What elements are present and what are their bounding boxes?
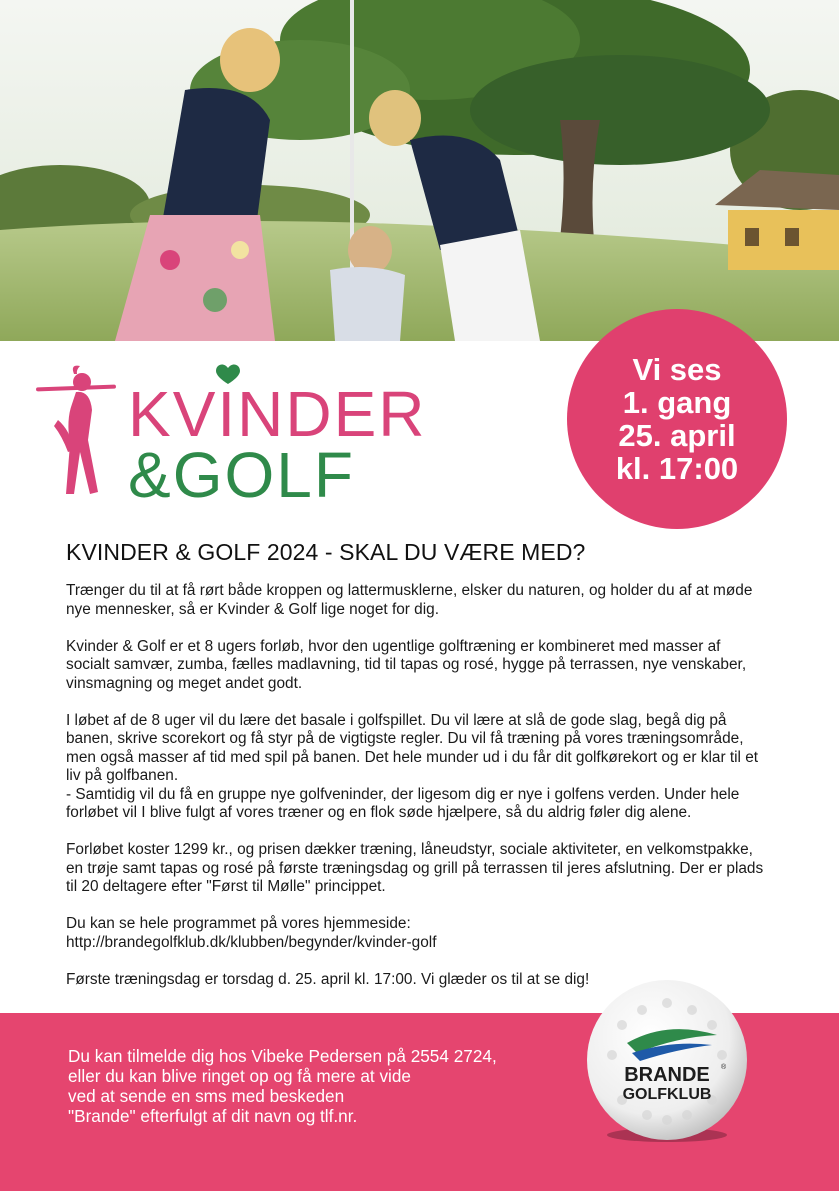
page-title: KVINDER & GOLF 2024 - SKAL DU VÆRE MED? xyxy=(66,539,586,565)
kvinder-golf-logo xyxy=(30,360,470,510)
badge-line-1: Vi ses xyxy=(632,352,722,387)
paragraph-website: Du kan se hele programmet på vores hjemmeside: xyxy=(66,915,411,932)
badge-line-2: 1. gang xyxy=(622,385,732,420)
registered-mark: ® xyxy=(721,1064,727,1071)
badge-line-4: kl. 17:00 xyxy=(615,451,739,486)
paragraph-friends: - Samtidig vil du få en gruppe nye golfveninder, der ligesom dig er nye i golfens verden. Under hele forløbet vil I blive fulgt af vores træner og en flok søde hjælpere, så du aldrig føler dig alene. xyxy=(66,785,740,821)
paragraph-program: Kvinder & Golf er et 8 ugers forløb, hvor den ugentlige golftræning er kombineret med masser af socialt samvær, zumba, fælles madlavning, tid til tapas og rosé, hygge på terrassen, nye venskaber, vinsmagning og meget andet godt. xyxy=(66,637,747,692)
signup-line-1: Du kan tilmelde dig hos Vibeke Pedersen på 2554 2724, xyxy=(68,1046,497,1066)
badge-line-3: 25. april xyxy=(618,418,736,453)
date-badge xyxy=(567,309,787,529)
logo-word-kvinder: KVINDER xyxy=(128,378,427,450)
signup-line-3: ved at sende en sms med beskeden xyxy=(68,1086,345,1106)
logo-word-golf: &GOLF xyxy=(128,439,355,510)
paragraph-first-day: Første træningsdag er torsdag d. 25. april kl. 17:00. Vi glæder os til at se dig! xyxy=(66,970,590,988)
paragraph-learning: I løbet af de 8 uger vil du lære det basale i golfspillet. Du vil lære at slå de gode slag, begå dig på banen, skrive scorekort og få styr på de vigtigste regler. Du vil få træning på vores træningsområde, men også masser af tid med spil på banen. Det hele munder ud i du får dit golfkørekort og er klar til et liv på golfbanen. xyxy=(66,711,759,784)
club-name-brande: BRANDE xyxy=(624,1064,710,1086)
paragraph-intro: Trænger du til at få rørt både kroppen og lattermusklerne, elsker du naturen, og holder du af at møde nye mennesker, så er Kvinder & Golf lige noget for dig. xyxy=(66,582,753,618)
golfer-silhouette-icon xyxy=(36,366,116,494)
paragraph-price: Forløbet koster 1299 kr., og prisen dækker træning, låneudstyr, sociale aktiviteter, en velkomstpakke, en trøje samt tapas og rosé på første træningsdag og grill på terrassen til jeres afslutning. Der er plads til 20 deltagere efter "Først til Mølle" princippet. xyxy=(66,841,764,895)
website-link[interactable]: http://brandegolfklub.dk/klubben/begynder/kvinder-golf xyxy=(66,933,437,951)
signup-line-2: eller du kan blive ringet op og få mere at vide xyxy=(68,1066,411,1086)
body-text xyxy=(66,582,766,1008)
brande-golfklub-logo xyxy=(582,975,752,1145)
club-name-golfklub: GOLFKLUB xyxy=(622,1086,712,1103)
hero-photo xyxy=(0,0,839,341)
signup-text xyxy=(68,1046,497,1126)
signup-line-4: "Brande" efterfulgt af dit navn og tlf.nr. xyxy=(68,1106,358,1126)
